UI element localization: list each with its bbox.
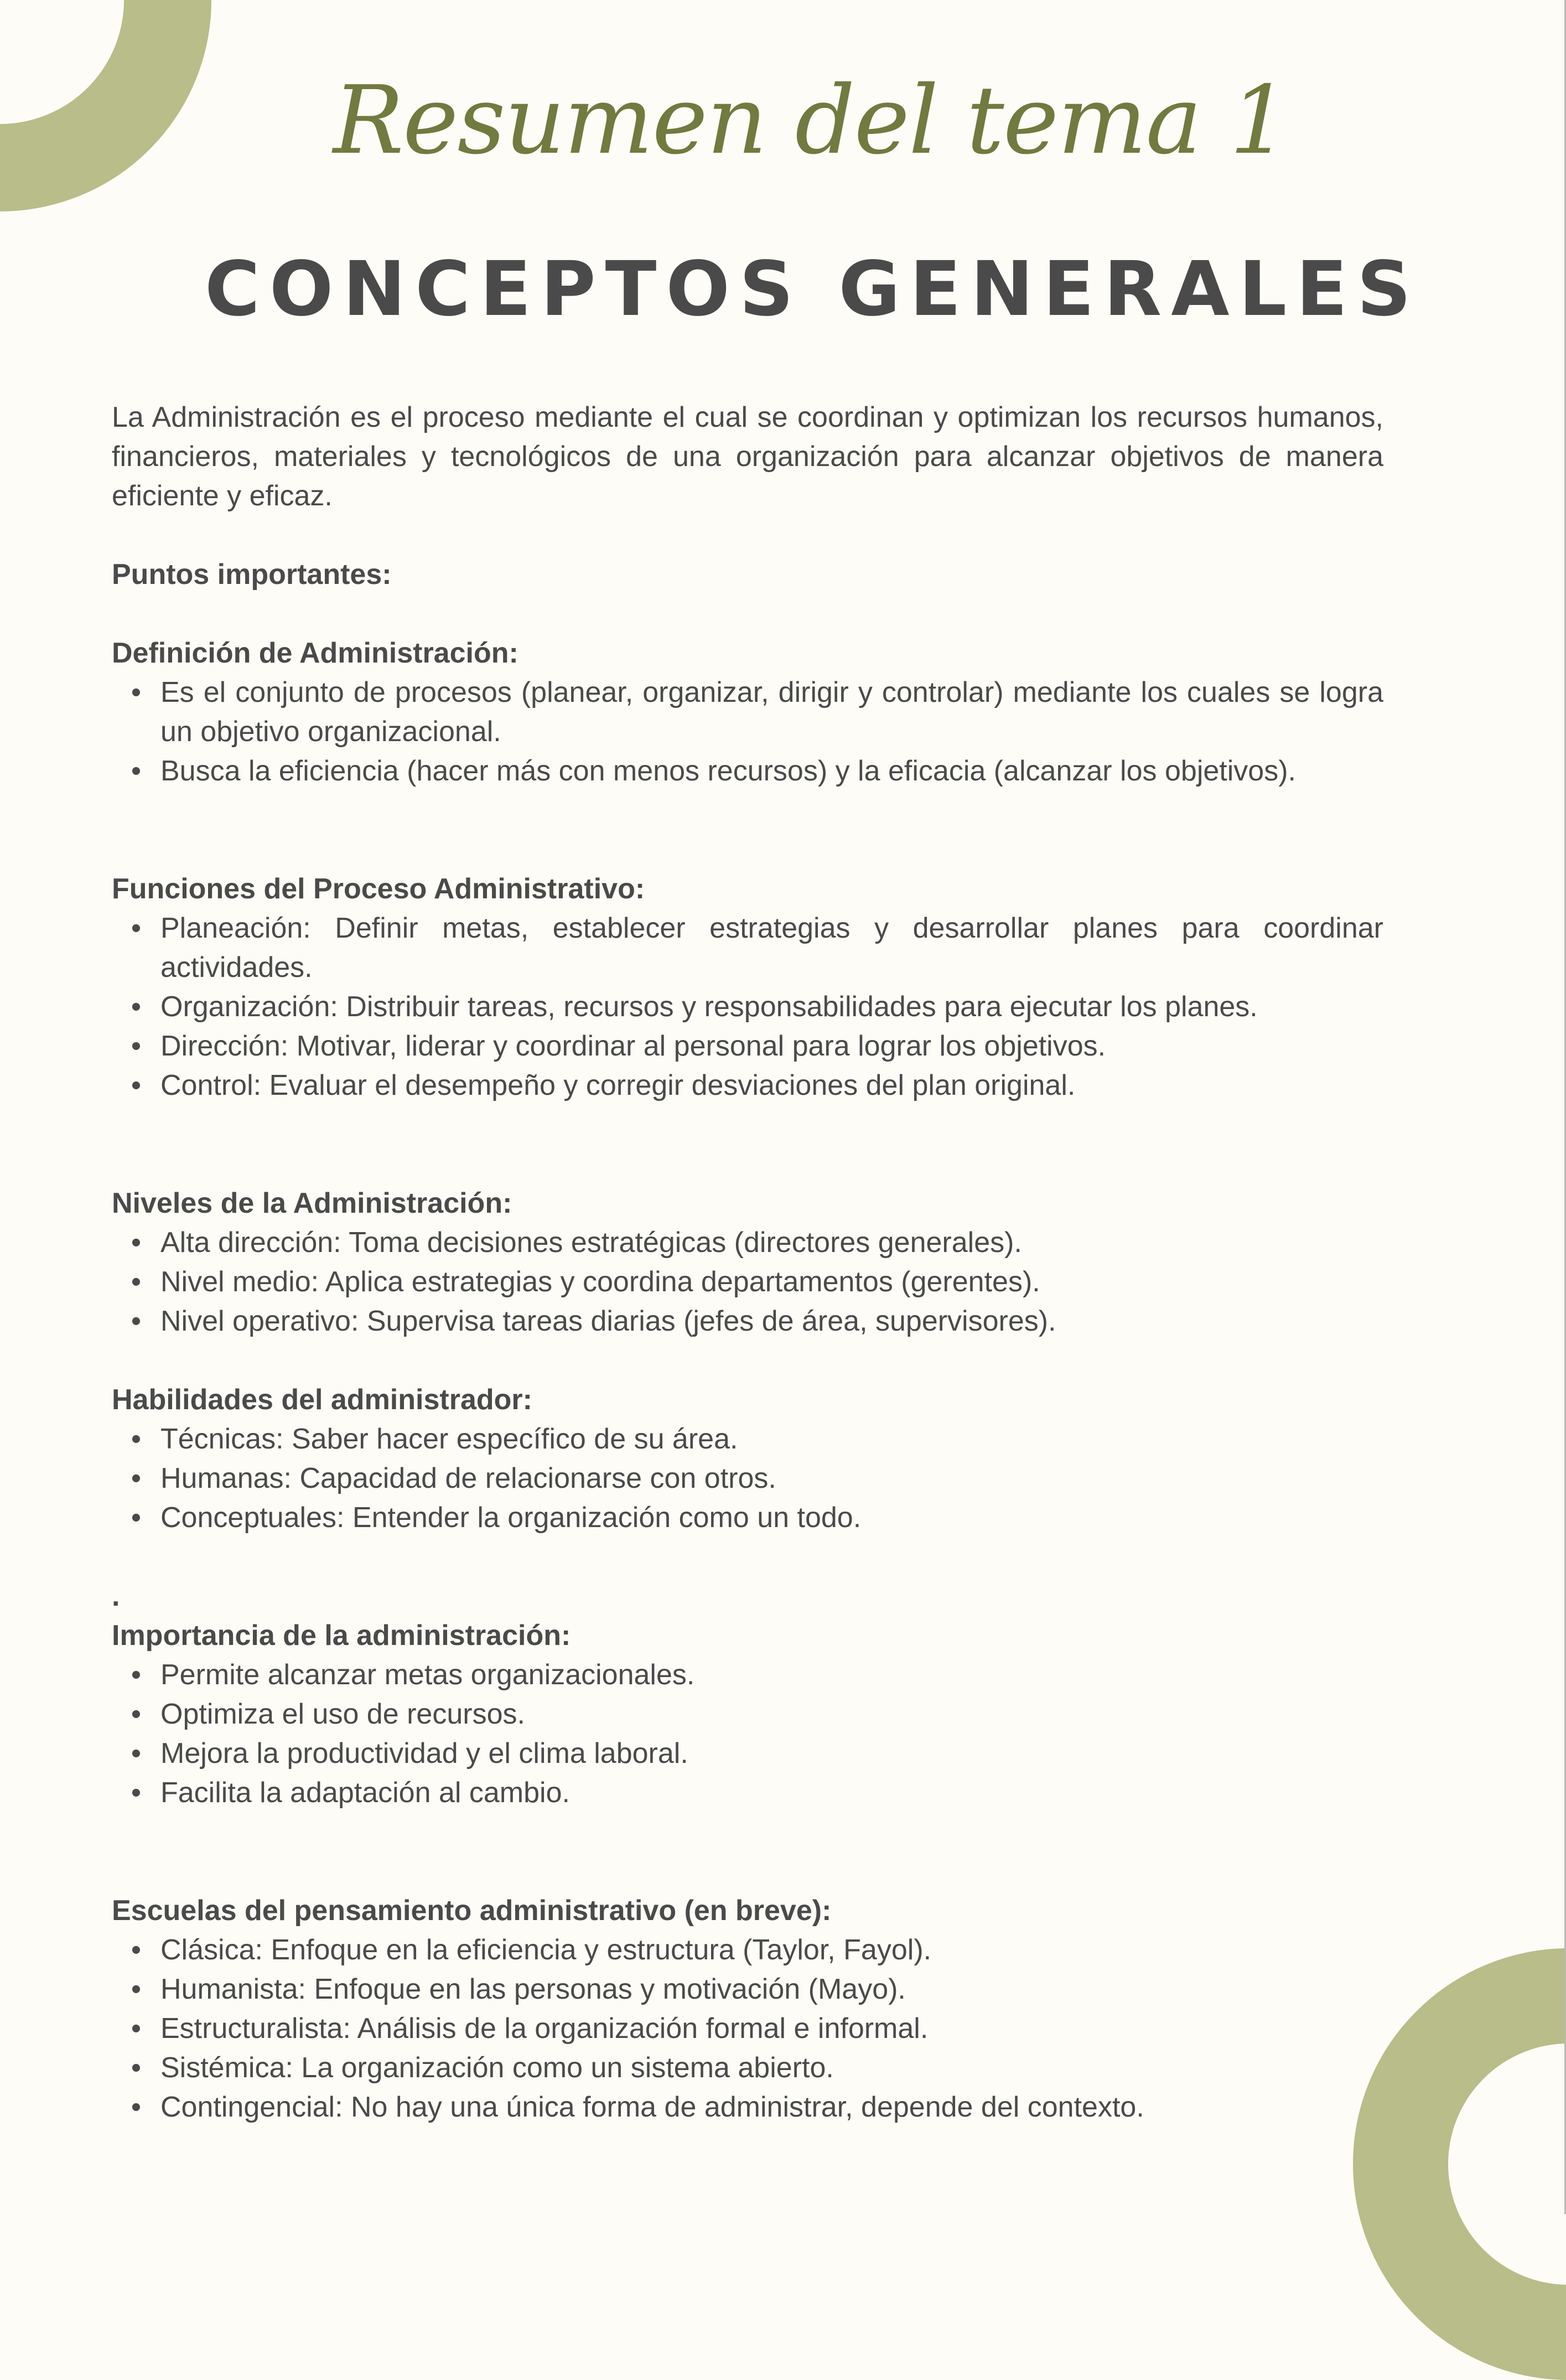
section-importancia <box>112 1616 1383 1813</box>
section-definicion <box>112 634 1383 791</box>
list-item-text: Humanista: Enfoque en las personas y motivación (Mayo). <box>160 1973 906 2005</box>
list-item <box>112 1027 1383 1066</box>
list-item-text: Alta dirección: Toma decisiones estratégicas (directores generales). <box>160 1227 1022 1259</box>
list-item <box>112 1695 1383 1734</box>
bullet-icon: • <box>131 912 142 944</box>
section-habilidades <box>112 1380 1383 1538</box>
section-funciones <box>112 870 1383 1105</box>
list-item <box>112 1970 1383 2009</box>
bullet-icon: • <box>131 1737 142 1770</box>
stray-period: . <box>112 1580 120 1612</box>
list-item <box>112 1931 1383 1970</box>
list-item-text: Es el conjunto de procesos (planear, organizar, dirigir y controlar) mediante los cuales se logra un objetivo organizacional. <box>160 676 1383 748</box>
list-item-text: Conceptuales: Entender la organización como un todo. <box>160 1502 862 1534</box>
list-item <box>112 909 1383 987</box>
bullet-list <box>112 1931 1383 2127</box>
list-item <box>112 1263 1383 1302</box>
list-item-text: Planeación: Definir metas, establecer estrategias y desarrollar planes para coordinar actividades. <box>160 912 1383 984</box>
bullet-icon: • <box>131 676 142 708</box>
bullet-icon: • <box>131 1227 142 1259</box>
list-item <box>112 1066 1383 1105</box>
section-heading: Niveles de la Administración: <box>112 1187 512 1219</box>
list-item-text: Humanas: Capacidad de relacionarse con otros. <box>160 1462 776 1494</box>
list-item-text: Mejora la productividad y el clima laboral. <box>160 1737 688 1770</box>
bullet-list <box>112 673 1383 791</box>
list-item-text: Clásica: Enfoque en la eficiencia y estructura (Taylor, Fayol). <box>160 1934 932 1966</box>
list-item-text: Control: Evaluar el desempeño y corregir desviaciones del plan original. <box>160 1069 1076 1101</box>
list-item-text: Contingencial: No hay una única forma de administrar, depende del contexto. <box>160 2091 1144 2123</box>
bullet-icon: • <box>131 1030 142 1062</box>
bullet-icon: • <box>131 1305 142 1337</box>
list-item <box>112 1459 1383 1498</box>
list-item <box>112 1420 1383 1459</box>
list-item <box>112 673 1383 752</box>
bullet-icon: • <box>131 1698 142 1730</box>
list-item-text: Sistémica: La organización como un sistema abierto. <box>160 2052 834 2084</box>
list-item-text: Facilita la adaptación al cambio. <box>160 1777 570 1809</box>
list-item <box>112 1655 1383 1695</box>
list-item <box>112 1498 1383 1538</box>
list-item <box>112 1773 1383 1813</box>
section-heading: Importancia de la administración: <box>112 1620 571 1652</box>
bullet-icon: • <box>131 1502 142 1534</box>
bullet-icon: • <box>131 1973 142 2005</box>
bullet-icon: • <box>131 2052 142 2084</box>
list-item <box>112 2088 1383 2127</box>
bullet-icon: • <box>131 1266 142 1298</box>
bullet-icon: • <box>131 1934 142 1966</box>
bullet-list <box>112 1223 1383 1341</box>
decorative-ring-bottom-right <box>1353 1948 1566 2380</box>
key-points-label: Puntos importantes: <box>112 558 392 591</box>
list-item-text: Nivel operativo: Supervisa tareas diarias (jefes de área, supervisores). <box>160 1305 1056 1337</box>
list-item-text: Estructuralista: Análisis de la organización formal e informal. <box>160 2012 929 2045</box>
section-heading: Definición de Administración: <box>112 637 518 669</box>
bullet-icon: • <box>131 1777 142 1809</box>
list-item-text: Nivel medio: Aplica estrategias y coordina departamentos (gerentes). <box>160 1266 1040 1298</box>
bullet-icon: • <box>131 2091 142 2123</box>
bullet-icon: • <box>131 2012 142 2045</box>
bullet-list <box>112 1655 1383 1813</box>
list-item <box>112 2048 1383 2088</box>
list-item-text: Dirección: Motivar, liderar y coordinar al personal para lograr los objetivos. <box>160 1030 1106 1062</box>
bullet-icon: • <box>131 1462 142 1494</box>
page-subtitle: CONCEPTOS GENERALES <box>205 246 1421 333</box>
section-heading: Funciones del Proceso Administrativo: <box>112 873 645 905</box>
list-item-text: Permite alcanzar metas organizacionales. <box>160 1659 695 1691</box>
bullet-list <box>112 909 1383 1105</box>
intro-paragraph: La Administración es el proceso mediante el cual se coordinan y optimizan los recursos humanos, financieros, materiales y tecnológicos de una organización para alcanzar objetivos de manera eficiente y eficaz. <box>112 401 1383 512</box>
section-niveles <box>112 1184 1383 1341</box>
section-escuelas <box>112 1891 1383 2127</box>
bullet-icon: • <box>131 991 142 1023</box>
page-title: Resumen del tema 1 <box>333 66 1289 175</box>
bullet-icon: • <box>131 1659 142 1691</box>
list-item <box>112 752 1383 791</box>
list-item <box>112 1734 1383 1773</box>
list-item <box>112 1223 1383 1263</box>
section-heading: Escuelas del pensamiento administrativo (en breve): <box>112 1895 832 1927</box>
list-item <box>112 2009 1383 2048</box>
section-heading: Habilidades del administrador: <box>112 1384 532 1416</box>
bullet-list <box>112 1420 1383 1538</box>
list-item <box>112 987 1383 1027</box>
document-body <box>112 398 1383 2127</box>
list-item <box>112 1302 1383 1341</box>
bullet-icon: • <box>131 1423 142 1455</box>
bullet-icon: • <box>131 755 142 787</box>
bullet-icon: • <box>131 1069 142 1101</box>
list-item-text: Organización: Distribuir tareas, recursos y responsabilidades para ejecutar los planes. <box>160 991 1258 1023</box>
list-item-text: Optimiza el uso de recursos. <box>160 1698 525 1730</box>
list-item-text: Busca la eficiencia (hacer más con menos recursos) y la eficacia (alcanzar los objetivos). <box>160 755 1296 787</box>
list-item-text: Técnicas: Saber hacer específico de su área. <box>160 1423 738 1455</box>
